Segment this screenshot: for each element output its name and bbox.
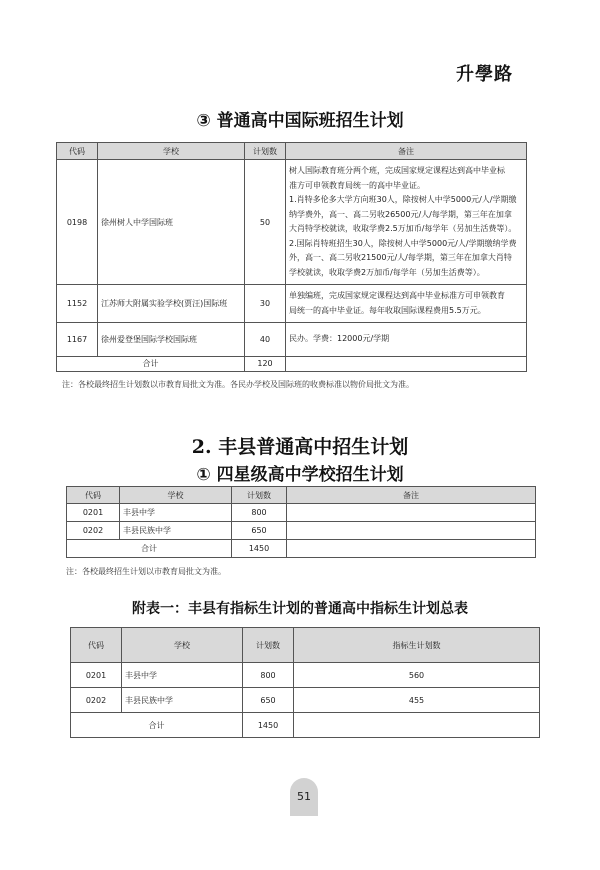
row-code: 0202 — [71, 688, 122, 713]
appendix1-title: 附表一：丰县有指标生计划的普通高中指标生计划总表 — [132, 601, 468, 617]
remark-line: 外，高一、高二另收21500元/人/每学期，第三年在加拿大肖特 — [289, 253, 512, 262]
row-plan: 800 — [243, 663, 294, 688]
row-school: 丰县民族中学 — [122, 688, 243, 713]
table-row — [57, 323, 527, 357]
section2-title: 2. 丰县普通高中招生计划 — [191, 436, 409, 458]
row-plan: 800 — [232, 504, 287, 522]
row-remark — [287, 504, 536, 522]
row-plan: 40 — [245, 323, 286, 357]
row-remark — [286, 323, 527, 357]
total-value: 1450 — [232, 540, 287, 558]
total-label: 合计 — [57, 356, 245, 371]
header-plan: 计划数 — [245, 143, 286, 160]
four-star-school-table — [66, 486, 536, 558]
table-row — [71, 663, 540, 688]
header-code: 代码 — [57, 143, 98, 160]
row-code: 1152 — [57, 285, 98, 323]
row-school: 徐州爱登堡国际学校国际班 — [98, 323, 245, 357]
international-class-table — [56, 142, 527, 372]
table-row — [57, 285, 527, 323]
table-header-row — [71, 628, 540, 663]
row-quota: 560 — [294, 663, 540, 688]
total-row — [57, 356, 527, 371]
row-school: 徐州树人中学国际班 — [98, 160, 245, 285]
row-plan: 650 — [243, 688, 294, 713]
row-code: 0198 — [57, 160, 98, 285]
table-header-row — [57, 143, 527, 160]
remark-line: 准方可申领教育局统一的高中毕业证。 — [289, 180, 425, 190]
row-code: 1167 — [57, 323, 98, 357]
row-plan: 650 — [232, 522, 287, 540]
row-plan: 30 — [245, 285, 286, 323]
section2-subtitle: ① 四星级高中学校招生计划 — [196, 465, 404, 485]
header-plan: 计划数 — [243, 628, 294, 663]
table-row — [67, 522, 536, 540]
remark-line: 1.肖特多伦多大学方向班30人，除按树人中学5000元/人/学期缴 — [289, 195, 517, 204]
row-plan: 50 — [245, 160, 286, 285]
header-school: 学校 — [122, 628, 243, 663]
brand-logo: 升學路 — [456, 64, 513, 85]
header-code: 代码 — [71, 628, 122, 663]
header-remark: 备注 — [287, 487, 536, 504]
page-number: 51 — [290, 778, 318, 816]
row-code: 0202 — [67, 522, 120, 540]
header-quota: 指标生计划数 — [294, 628, 540, 663]
table-row — [67, 504, 536, 522]
remark-line: 树人国际教育班分两个班，完成国家规定课程达到高中毕业标 — [289, 166, 505, 175]
header-school: 学校 — [120, 487, 232, 504]
total-remark — [286, 356, 527, 371]
header-plan: 计划数 — [232, 487, 287, 504]
row-school: 丰县民族中学 — [120, 522, 232, 540]
section1-note: 注：各校最终招生计划数以市教育局批文为准。各民办学校及国际班的收费标准以物价局批文为准。 — [62, 380, 414, 389]
remark-line: 局统一的高中毕业证。每年收取国际课程费用5.5万元。 — [289, 305, 486, 315]
row-remark — [286, 285, 527, 323]
total-value: 1450 — [243, 713, 294, 738]
table-header-row — [67, 487, 536, 504]
row-code: 0201 — [71, 663, 122, 688]
row-quota: 455 — [294, 688, 540, 713]
total-label: 合计 — [67, 540, 232, 558]
row-school: 江苏师大附属实验学校(贾汪)国际班 — [98, 285, 245, 323]
remark-line: 2.国际肖特班招生30人，除按树人中学5000元/人/学期缴纳学费 — [289, 238, 517, 248]
remark-line: 大肖特学校就读，收取学费2.5万加币/每学年（另加生活费等）。 — [289, 224, 517, 233]
table-row — [57, 160, 527, 285]
remark-line: 民办。学费：12000元/学期 — [289, 334, 390, 343]
total-quota — [294, 713, 540, 738]
row-school: 丰县中学 — [122, 663, 243, 688]
row-code: 0201 — [67, 504, 120, 522]
row-remark — [286, 160, 527, 285]
header-school: 学校 — [98, 143, 245, 160]
remark-line: 纳学费外，高一、高二另收26500元/人/每学期，第三年在加拿 — [289, 209, 512, 219]
remark-line: 学校就读，收取学费2万加币/每学年（另加生活费等）。 — [289, 267, 485, 277]
header-code: 代码 — [67, 487, 120, 504]
total-remark — [287, 540, 536, 558]
total-row — [71, 713, 540, 738]
table-row — [71, 688, 540, 713]
row-remark — [287, 522, 536, 540]
total-label: 合计 — [71, 713, 243, 738]
section2-note: 注：各校最终招生计划以市教育局批文为准。 — [66, 567, 226, 576]
remark-line: 单独编班，完成国家规定课程达到高中毕业标准方可申领教育 — [289, 291, 505, 300]
quota-summary-table — [70, 627, 540, 738]
total-row — [67, 540, 536, 558]
section1-title: ③ 普通高中国际班招生计划 — [196, 111, 404, 131]
total-value: 120 — [245, 356, 286, 371]
header-remark: 备注 — [286, 143, 527, 160]
row-school: 丰县中学 — [120, 504, 232, 522]
